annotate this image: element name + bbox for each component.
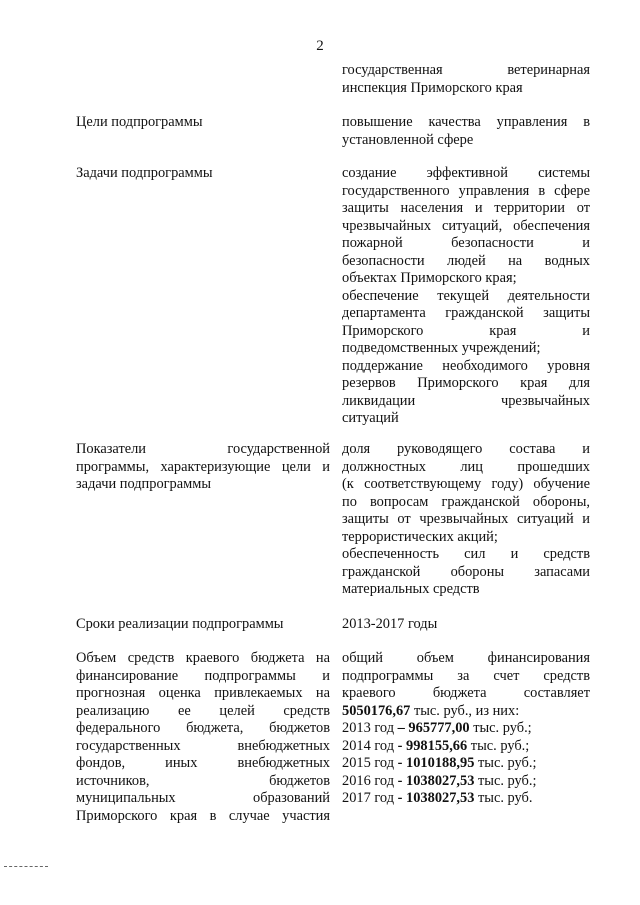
label-line: прогнозная оценка привлекаемых на xyxy=(76,685,330,701)
value-line: защиты от чрезвычайных ситуаций и xyxy=(342,511,590,527)
value-line: повышение качества управления в xyxy=(342,114,590,130)
year-amount: 1038027,53 xyxy=(406,772,475,789)
label-line: задачи подпрограммы xyxy=(76,476,212,492)
value-line: обеспеченность сил и средств xyxy=(342,546,590,562)
value-line: защиты населения и территории от xyxy=(342,200,590,216)
year-unit: тыс. руб.; xyxy=(474,772,537,789)
value-line: гражданской обороны запасами xyxy=(342,563,590,580)
year-unit: тыс. руб.; xyxy=(467,737,530,754)
value-line: установленной сфере xyxy=(342,131,474,148)
row-label xyxy=(76,616,330,634)
year-label: 2015 год xyxy=(342,755,395,771)
year-sep: – xyxy=(394,720,409,736)
page-number: 2 xyxy=(316,38,324,54)
value-line: краевого бюджета составляет xyxy=(342,685,590,701)
value-line: ликвидации чрезвычайных xyxy=(342,392,590,409)
value-line: инспекция Приморского края xyxy=(342,79,523,96)
value-line: поддержание необходимого уровня xyxy=(342,357,590,374)
value-line: обеспечение текущей деятельности xyxy=(342,287,590,304)
value-line: подведомственных учреждений; xyxy=(342,340,541,356)
row-label xyxy=(76,441,330,494)
value-line: террористических акций; xyxy=(342,528,498,545)
total-amount: 5050176,67 xyxy=(342,702,411,719)
label-line: Цели подпрограммы xyxy=(76,114,203,130)
value-line: объектах Приморского края; xyxy=(342,270,517,286)
year-label: 2016 год xyxy=(342,772,395,789)
value-line: доля руководящего состава и xyxy=(342,441,590,457)
value-line: государственная ветеринарная xyxy=(342,62,590,78)
label-line: Приморского края в случае участия xyxy=(76,807,330,824)
row-value xyxy=(342,114,590,149)
year-line xyxy=(342,720,590,738)
year-unit: тыс. руб. xyxy=(474,790,533,806)
value-line: безопасности людей на водных xyxy=(342,252,590,269)
row-label xyxy=(76,165,330,183)
total-suffix: тыс. руб., из них: xyxy=(410,702,520,719)
label-line: муниципальных образований xyxy=(76,790,330,806)
year-label: 2017 год xyxy=(342,790,395,806)
value-line: должностных лиц прошедших xyxy=(342,458,590,475)
year-label: 2014 год xyxy=(342,737,395,754)
total-line xyxy=(342,703,590,721)
year-unit: тыс. руб.; xyxy=(474,755,537,771)
year-line xyxy=(342,755,590,773)
year-amount: 998155,66 xyxy=(406,737,468,754)
year-sep: - xyxy=(394,790,407,806)
value-line: подпрограммы за счет средств xyxy=(342,667,590,684)
value-line: создание эффективной системы xyxy=(342,165,590,181)
row-value xyxy=(342,441,590,599)
label-line: Задачи подпрограммы xyxy=(76,165,213,181)
value-line: государственного управления в сфере xyxy=(342,182,590,199)
value-line: Приморского края и xyxy=(342,322,590,339)
row-value xyxy=(342,650,590,808)
year-line xyxy=(342,790,590,808)
year-sep: - xyxy=(394,755,407,771)
label-line: реализацию ее целей средств xyxy=(76,702,330,719)
scan-mark xyxy=(4,866,48,867)
year-sep: - xyxy=(394,772,407,789)
value-line: (к соответствующему году) обучение xyxy=(342,476,590,492)
label-line: финансирование подпрограммы и xyxy=(76,667,330,684)
value-line: резервов Приморского края для xyxy=(342,375,590,391)
label-line: фондов, иных внебюджетных xyxy=(76,755,330,771)
value-line: чрезвычайных ситуаций, обеспечения xyxy=(342,217,590,234)
year-label: 2013 год xyxy=(342,720,395,736)
label-line: государственных внебюджетных xyxy=(76,737,330,754)
label-line: Показатели государственной xyxy=(76,441,330,457)
value-line: материальных средств xyxy=(342,581,480,597)
label-line: источников, бюджетов xyxy=(76,772,330,789)
label-line: Сроки реализации подпрограммы xyxy=(76,616,284,632)
value-line: по вопросам гражданской обороны, xyxy=(342,493,590,510)
value-line: ситуаций xyxy=(342,410,399,426)
label-line: программы, характеризующие цели и xyxy=(76,458,330,475)
label-line: Объем средств краевого бюджета на xyxy=(76,650,330,666)
value-line: пожарной безопасности и xyxy=(342,235,590,251)
row-label xyxy=(76,114,330,132)
value-line: общий объем финансирования xyxy=(342,650,590,666)
year-unit: тыс. руб.; xyxy=(469,720,532,736)
value-line: департамента гражданской защиты xyxy=(342,305,590,321)
year-amount: 1010188,95 xyxy=(406,755,475,771)
year-sep: - xyxy=(394,737,407,754)
year-amount: 965777,00 xyxy=(408,720,470,736)
year-amount: 1038027,53 xyxy=(406,790,475,806)
row-value xyxy=(342,616,590,634)
row-value xyxy=(342,62,590,97)
row-value xyxy=(342,165,590,428)
row-label xyxy=(76,650,330,825)
year-line xyxy=(342,773,590,791)
label-line: федерального бюджета, бюджетов xyxy=(76,720,330,736)
value-line: 2013-2017 годы xyxy=(342,616,438,632)
year-line xyxy=(342,738,590,756)
